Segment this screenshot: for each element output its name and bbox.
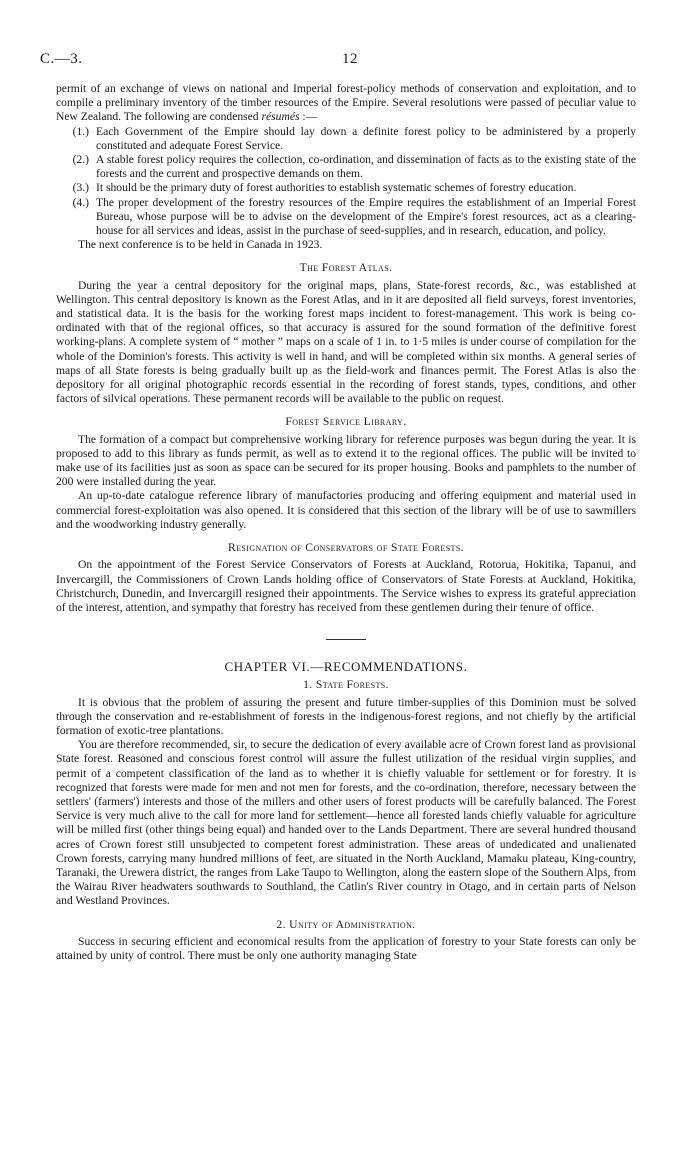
intro-text-end: :—: [299, 110, 318, 124]
resolutions-list: [56, 125, 636, 239]
resignation-paragraph: On the appointment of the Forest Service Conservators of Forests at Auckland, Rotorua, Hokitika, Tapanui, and Invercargill, the Commissioners of Crown Lands holding office of Conservators of State Forests at Auckland, Hokitika, Christchurch, Dunedin, and Invercargill resigned their appointments. The Service wishes to express its grateful appreciation of the interest, attention, and sympathy that forestry has received from these gentlemen during their tenure of office.: [56, 558, 636, 614]
intro-paragraph: [56, 82, 636, 125]
list-item: [56, 153, 636, 181]
state-forests-paragraph-2: You are therefore recommended, sir, to secure the dedication of every available acre of Crown forest land as provisional State forest. Reasoned and conscious forest control will assure the fullest utilization of the residual virgin supplies, and permit of a competent classification of the land as to whether it is chiefly valuable for settlement or for forestry. It is recognized that forests were made for men and not men for forests, and the co-ordination, therefore, necessary between the settlers' (farmers') interests and those of the millers and other users of forest products will be carefully balanced. The Forest Service is very much alive to the call for more land for settlement—hence all forested lands chiefly valuable for agriculture will be milled first (other things being equal) and handed over to the Lands Department. There are several hundred thousand acres of Crown forest still unsubjected to competent forest administration. These areas of undedicated and unalienated Crown forests, carrying many hundred millions of feet, are situated in the North Auckland, Mamaku plateau, King-country, Taranaki, the Urewera district, the ranges from Lake Taupo to Wellington, along the eastern slope of the Southern Alps, from the Wairau River headwaters southwards to Southland, the Catlin's River country in Otago, and in certain parts of Nelson and Westland Provinces.: [56, 738, 636, 908]
list-item-text: The proper development of the forestry resources of the Empire requires the establishment of an Imperial Forest Bureau, whose purpose will be to advise on the development of the Empire's forest resources, act as a clearing-house for all services and ideas, assist in the purchase of seed-supplies, and in research, education, and policy.: [96, 195, 636, 238]
list-item: [56, 196, 636, 239]
library-paragraph-2: An up-to-date catalogue reference library of manufactories producing and offering equipment and material used in commercial forest-exploitation was also opened. It is considered that this section of the library will be of use to sawmillers and the woodworking industry generally.: [56, 489, 636, 531]
page-body: [56, 82, 636, 963]
list-item: [56, 181, 636, 195]
list-item-number: (2.): [72, 153, 89, 167]
list-item-text: A stable forest policy requires the collection, co-ordination, and dissemination of facts as to the existing state of the forests and the current and prospective demands on them.: [96, 153, 636, 181]
section-heading-state-forests: 1. State Forests.: [303, 678, 389, 692]
list-item-number: (3.): [72, 181, 89, 195]
list-item-number: (4.): [72, 195, 89, 209]
section-divider: [326, 639, 366, 640]
section-heading-resignation: Resignation of Conservators of State Forests.: [228, 541, 464, 555]
page-number: 12: [342, 51, 358, 67]
list-item-number: (1.): [72, 124, 89, 138]
conference-note: The next conference is to be held in Canada in 1923.: [78, 238, 323, 252]
list-item: [56, 125, 636, 153]
state-forests-paragraph-1: It is obvious that the problem of assuring the present and future timber-supplies of this Dominion must be solved through the conservation and re-establishment of forests in the indigenous-forest regions, and not chiefly by the artificial formation of exotic-tree plantations.: [56, 695, 636, 737]
chapter-title: CHAPTER VI.—RECOMMENDATIONS.: [224, 659, 468, 675]
report-reference: C.—3.: [40, 51, 83, 67]
section-heading-forest-atlas: The Forest Atlas.: [299, 261, 393, 275]
list-item-text: It should be the primary duty of forest authorities to establish systematic schemes of forestry education.: [96, 181, 577, 195]
section-heading-unity: 2. Unity of Administration.: [276, 917, 416, 931]
unity-paragraph: Success in securing efficient and economical results from the application of forestry to your State forests can only be attained by unity of control. There must be only one authority managing State: [56, 934, 636, 962]
intro-text-italic: résumés: [261, 110, 300, 124]
section-heading-library: Forest Service Library.: [285, 415, 407, 429]
list-item-text: Each Government of the Empire should lay down a definite forest policy to be administered by a properly constituted and adequate Forest Service.: [96, 124, 636, 152]
intro-text-start: permit of an exchange of views on national and Imperial forest-policy methods of conservation and exploitation, and to compile a preliminary inventory of the timber resources of the Empire. Several resolutions were passed of peculiar value to New Zealand. The following are condensed: [56, 82, 636, 124]
library-paragraph-1: The formation of a compact but comprehensive working library for reference purposes was begun during the year. It is proposed to add to this library as funds permit, as well as to extend it to the regional offices. The public will be invited to make use of its facilities just as soon as space can be secured for its proper housing. Books and pamphlets to the number of 200 were installed during the year.: [56, 432, 636, 489]
forest-atlas-paragraph: During the year a central depository for the original maps, plans, State-forest records, &c., was established at Wellington. This central depository is known as the Forest Atlas, and in it are deposited all field surveys, forest inventories, and statistical data. It is the basis for the working forest maps incident to forest-management. This work is being co-ordinated with that of the regional offices, so that accuracy is assured for the sound formation of the definitive forest working-plans. A complete system of “ mother ” maps on a scale of 1 in. to 1·5 miles is under course of compilation for the whole of the Dominion's forests. This activity is well in hand, and will be completed within six months. A general series of maps of all State forests is being gradually built up as the field-work and finances permit. The Forest Atlas is also the depository for all original photographic records essential in the recording of forest stands, types, conditions, and other factors of silvical operations. These permanent records will be available to the public on request.: [56, 278, 636, 406]
